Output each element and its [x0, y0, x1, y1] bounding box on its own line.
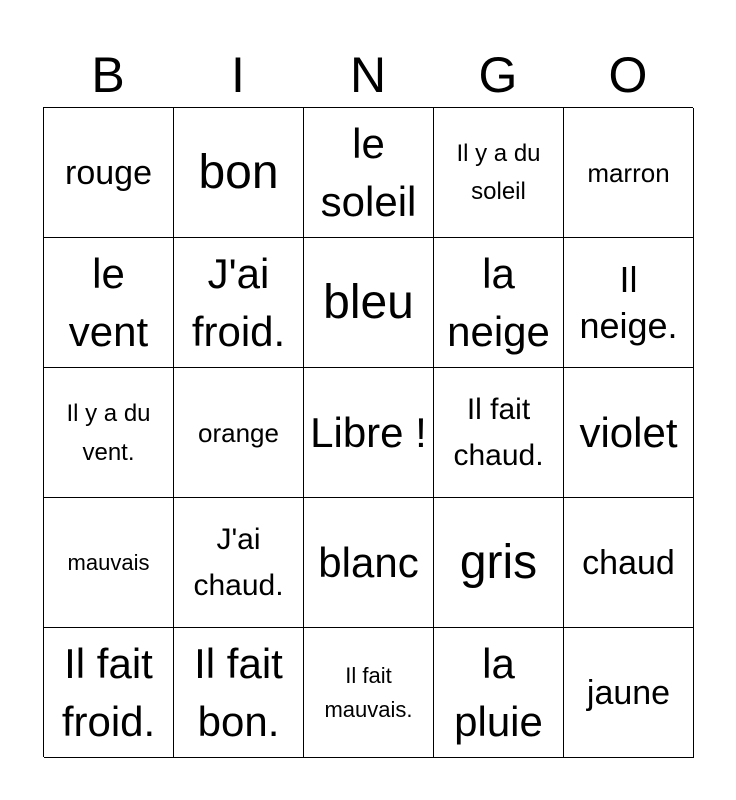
bingo-cell[interactable] — [44, 238, 174, 368]
bingo-cell[interactable] — [44, 498, 174, 628]
cell-text: chaud — [582, 543, 675, 582]
header-letter-o: O — [608, 47, 648, 103]
header-letter-i: I — [231, 47, 245, 103]
header-letter-g: G — [478, 47, 518, 103]
cell-text: jaune — [586, 673, 671, 712]
cell-text: marron — [587, 157, 670, 188]
cell-text: Il y a du vent. — [66, 399, 151, 466]
bingo-cell[interactable] — [44, 628, 174, 758]
bingo-header — [43, 40, 693, 108]
bingo-cell[interactable] — [304, 498, 434, 628]
cell-text: J'ai froid. — [191, 249, 286, 355]
cell-text: Libre ! — [310, 408, 427, 456]
bingo-cell[interactable] — [174, 238, 304, 368]
cell-text: bon — [198, 145, 279, 199]
bingo-cell[interactable] — [174, 108, 304, 238]
bingo-cell[interactable] — [434, 498, 564, 628]
cell-text: Il y a du soleil — [456, 139, 541, 205]
bingo-cell[interactable] — [564, 628, 694, 758]
bingo-cell[interactable] — [174, 498, 304, 628]
cell-text: rouge — [65, 153, 152, 192]
bingo-cell[interactable] — [174, 628, 304, 758]
cell-text: gris — [459, 535, 538, 589]
cell-text: Il fait bon. — [194, 639, 283, 745]
bingo-board — [43, 107, 693, 757]
bingo-cell[interactable] — [434, 628, 564, 758]
cell-text: orange — [198, 417, 279, 448]
header-letter-n: N — [349, 47, 387, 103]
bingo-cell[interactable] — [304, 108, 434, 238]
bingo-cell[interactable] — [304, 628, 434, 758]
cell-text: Il fait mauvais. — [324, 662, 413, 722]
cell-text: blanc — [318, 538, 419, 586]
bingo-cell[interactable] — [564, 498, 694, 628]
cell-text: le soleil — [320, 119, 417, 225]
bingo-cell[interactable] — [174, 368, 304, 498]
cell-text: bleu — [323, 275, 414, 329]
cell-text: Il fait chaud. — [453, 392, 544, 472]
bingo-cell[interactable] — [44, 368, 174, 498]
cell-text: le vent — [68, 249, 149, 355]
cell-text: violet — [579, 408, 678, 456]
bingo-cell[interactable] — [564, 368, 694, 498]
bingo-cell[interactable] — [434, 238, 564, 368]
cell-text: mauvais — [67, 549, 150, 575]
bingo-cell[interactable] — [304, 238, 434, 368]
cell-text: la pluie — [454, 639, 543, 745]
bingo-cell[interactable] — [434, 368, 564, 498]
bingo-cell[interactable] — [434, 108, 564, 238]
cell-text: J'ai chaud. — [193, 522, 284, 602]
cell-text: la neige — [447, 249, 550, 355]
bingo-cell[interactable] — [44, 108, 174, 238]
bingo-cell[interactable] — [564, 108, 694, 238]
cell-text: Il fait froid. — [61, 639, 156, 745]
bingo-cell[interactable] — [564, 238, 694, 368]
cell-text: Il neige. — [579, 258, 678, 346]
header-letter-b: B — [91, 47, 125, 103]
bingo-cell[interactable] — [304, 368, 434, 498]
